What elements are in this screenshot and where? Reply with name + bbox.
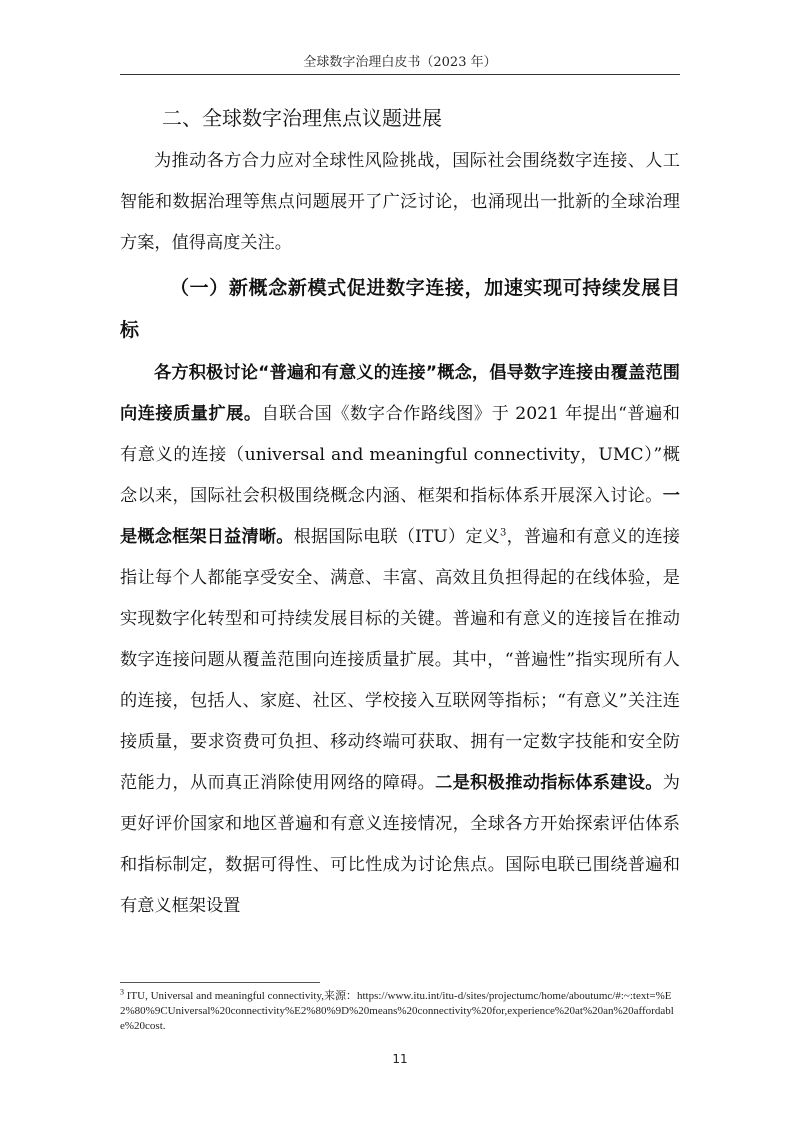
paragraph-text-3: ，普遍和有意义的连接指让每个人都能享受安全、满意、丰富、高效且负担得起的在线体验，是实现数字化转型和可持续发展目标的关键。普遍和有意义的连接旨在推动数字连接问题从覆盖范围向连接质量扩展。其中，“普遍性”指实现所有人的连接，包括人、家庭、社区、学校接入互联网等指标；“有意义”关注连接质量，要求资费可负担、移动终端可获取、拥有一定数字技能和安全防范能力，从而真正消除使用网络的障碍。: [120, 527, 680, 793]
body-paragraph: [120, 353, 680, 927]
footnote-divider: [120, 982, 320, 983]
point-two-heading: 二是积极推动指标体系建设。: [435, 773, 663, 793]
subsection-heading: （一）新概念新模式促进数字连接，加速实现可持续发展目标: [120, 277, 680, 341]
footnote-reference[interactable]: 3: [500, 527, 507, 539]
page-number: 11: [392, 1052, 408, 1066]
paragraph-text-2: 根据国际电联（ITU）定义: [293, 527, 501, 547]
footnote-text: ITU, Universal and meaningful connectivity,来源：https://www.itu.int/itu-d/sites/projectumc/home/aboutumc/#:~:text=%E2%80%9CUniversal%20connectivity%E2%80%9D%20means%20connectivity%20for,experience%20at%20an%20affordable%20cost.: [120, 990, 674, 1032]
lead-sentence: 各方积极讨论“普遍和有意义的连接”概念，倡导数字连接由覆盖范围向连接质量扩展。: [120, 363, 680, 424]
paragraph-text-4: 为更好评价国家和地区普遍和有意义连接情况，全球各方开始探索评估体系和指标制定，数据可得性、可比性成为讨论焦点。国际电联已围绕普遍和有意义框架设置: [120, 773, 680, 916]
paragraph-text-1: 自联合国《数字合作路线图》于 2021 年提出“普遍和有意义的连接（universal and meaningful connectivity，UMC）”概念以来，国际社会积极围绕概念内涵、框架和指标体系开展深入讨论。: [120, 404, 680, 506]
footnote: [120, 989, 685, 1034]
point-one-heading: 一是概念框架日益清晰。: [120, 486, 680, 547]
running-header: 全球数字治理白皮书（2023 年）: [303, 55, 497, 70]
section-heading: 二、全球数字治理焦点议题进展: [162, 106, 442, 130]
intro-paragraph: 为推动各方合力应对全球性风险挑战，国际社会围绕数字连接、人工智能和数据治理等焦点问题展开了广泛讨论，也涌现出一批新的全球治理方案，值得高度关注。: [120, 151, 680, 253]
header-divider: [120, 74, 680, 75]
footnote-number: 3: [120, 987, 124, 997]
